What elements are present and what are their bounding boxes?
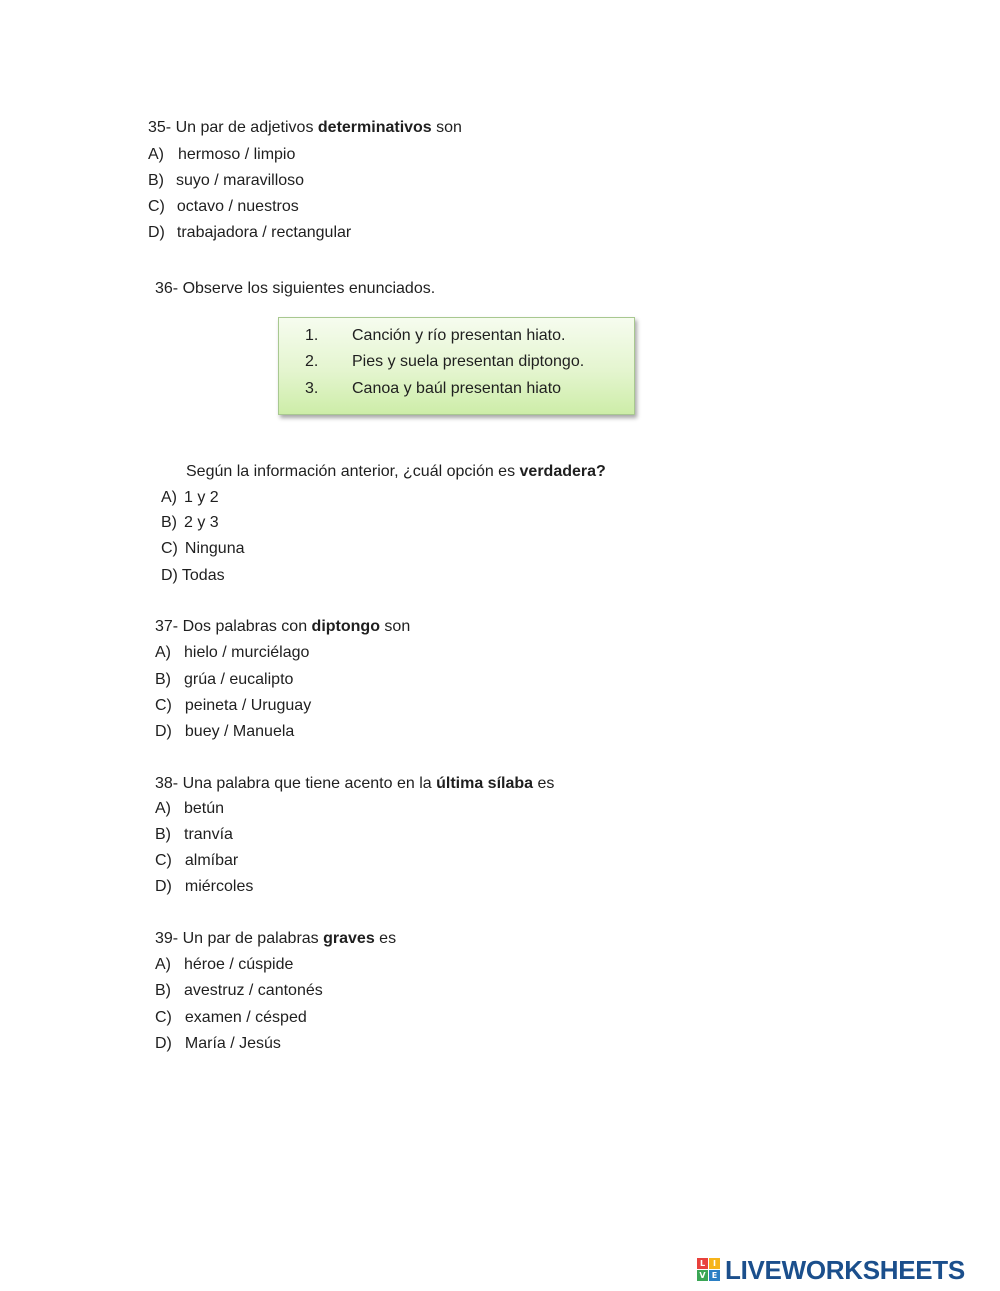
q37-option-text: grúa / eucalipto — [184, 671, 294, 688]
q36-option-text: 1 y 2 — [184, 489, 219, 506]
q35-option-letter: A) — [148, 146, 164, 163]
logo-mark-letter: I — [709, 1258, 720, 1269]
q38-option-letter: B) — [155, 826, 171, 843]
q37-text-bold: diptongo — [311, 618, 380, 635]
q39-text-bold: graves — [323, 930, 375, 947]
logo-mark-letter: E — [709, 1270, 720, 1281]
q38-text-before: Una palabra que tiene acento en la — [182, 775, 432, 792]
q39-option-letter: A) — [155, 956, 171, 973]
q39-option-letter: B) — [155, 982, 171, 999]
q36-number: 36- — [155, 280, 179, 297]
q37-option-text: hielo / murciélago — [184, 644, 310, 661]
q37-option-text: buey / Manuela — [184, 723, 295, 740]
q39-option-a[interactable] — [155, 955, 293, 975]
q35-option-letter: B) — [148, 172, 164, 189]
statement-text: Canoa y baúl presentan hiato — [352, 380, 562, 397]
q36-prompt-text: Según la información anterior, ¿cuál opción es — [186, 463, 516, 480]
statement-text: Canción y río presentan hiato. — [352, 327, 566, 344]
q36-option-c[interactable] — [161, 539, 245, 559]
q35-option-text: trabajadora / rectangular — [176, 224, 352, 241]
q36-heading — [155, 279, 435, 299]
statement-text: Pies y suela presentan diptongo. — [352, 353, 585, 370]
q36-option-b[interactable] — [161, 513, 219, 533]
q37-option-c[interactable] — [155, 696, 311, 716]
q35-number: 35- — [148, 119, 172, 136]
q37-option-text: peineta / Uruguay — [184, 697, 312, 714]
q36-option-letter: D) — [161, 567, 178, 584]
q39-option-text: María / Jesús — [184, 1035, 281, 1052]
q35-option-b[interactable] — [148, 171, 304, 191]
logo-mark-letter: L — [697, 1258, 708, 1269]
q36-prompt-bold: verdadera? — [519, 463, 606, 480]
q39-option-letter: D) — [155, 1035, 172, 1052]
q35-option-text: octavo / nuestros — [176, 198, 299, 215]
q36-text: Observe los siguientes enunciados. — [182, 280, 436, 297]
q38-option-letter: C) — [155, 852, 172, 869]
q37-option-letter: A) — [155, 644, 171, 661]
q37-option-letter: C) — [155, 697, 172, 714]
q38-number: 38- — [155, 775, 179, 792]
q37-number: 37- — [155, 618, 179, 635]
liveworksheets-logo[interactable] — [697, 1256, 993, 1284]
q36-option-text: 2 y 3 — [184, 514, 219, 531]
q35-option-text: hermoso / limpio — [178, 146, 296, 163]
q39-option-c[interactable] — [155, 1008, 307, 1028]
q39-option-text: avestruz / cantonés — [184, 982, 323, 999]
q36-option-text: Todas — [181, 567, 225, 584]
statement-number: 1. — [305, 327, 319, 344]
q35-option-letter: C) — [148, 198, 165, 215]
q36-prompt — [186, 462, 606, 482]
q37-text-before: Dos palabras con — [182, 618, 308, 635]
q38-option-a[interactable] — [155, 799, 224, 819]
statements-box — [278, 317, 635, 415]
q35-text-before: Un par de adjetivos — [175, 119, 314, 136]
q35-option-c[interactable] — [148, 197, 299, 217]
q35-text-bold: determinativos — [317, 119, 432, 136]
q35-option-text: suyo / maravilloso — [176, 172, 305, 189]
q38-option-text: betún — [184, 800, 225, 817]
q39-option-text: examen / césped — [184, 1009, 307, 1026]
q39-option-b[interactable] — [155, 981, 323, 1001]
q38-option-text: miércoles — [184, 878, 254, 895]
q38-heading — [155, 774, 554, 794]
q38-option-b[interactable] — [155, 825, 233, 845]
q38-option-text: almíbar — [184, 852, 239, 869]
q39-option-d[interactable] — [155, 1034, 281, 1054]
q39-heading — [155, 929, 396, 949]
q37-text-after: son — [384, 618, 411, 635]
q35-option-a[interactable] — [148, 145, 295, 165]
q38-option-letter: D) — [155, 878, 172, 895]
q36-option-text: Ninguna — [184, 540, 245, 557]
q36-option-letter: B) — [161, 514, 177, 531]
q36-option-a[interactable] — [161, 488, 219, 508]
q35-option-letter: D) — [148, 224, 165, 241]
q35-text-after: son — [436, 119, 462, 136]
q38-option-d[interactable] — [155, 877, 253, 897]
q37-option-letter: D) — [155, 723, 172, 740]
liveworksheets-mark-icon — [697, 1258, 723, 1282]
q37-option-b[interactable] — [155, 670, 293, 690]
statement-number: 2. — [305, 353, 319, 370]
q39-text-after: es — [379, 930, 397, 947]
q37-option-a[interactable] — [155, 643, 309, 663]
q35-option-d[interactable] — [148, 223, 351, 243]
q36-option-d[interactable] — [161, 566, 225, 586]
liveworksheets-wordmark: LIVEWORKSHEETS — [725, 1255, 965, 1285]
q37-option-letter: B) — [155, 671, 171, 688]
q36-option-letter: C) — [161, 540, 178, 557]
q38-text-bold: última sílaba — [436, 775, 534, 792]
q35-heading — [148, 118, 462, 138]
q37-option-d[interactable] — [155, 722, 294, 742]
statement-number: 3. — [305, 380, 319, 397]
q39-number: 39- — [155, 930, 179, 947]
q37-heading — [155, 617, 410, 637]
logo-mark-letter: V — [697, 1270, 708, 1281]
q39-option-text: héroe / cúspide — [184, 956, 294, 973]
q38-option-c[interactable] — [155, 851, 238, 871]
q39-option-letter: C) — [155, 1009, 172, 1026]
q38-option-text: tranvía — [184, 826, 233, 843]
q36-option-letter: A) — [161, 489, 177, 506]
q38-text-after: es — [537, 775, 555, 792]
q38-option-letter: A) — [155, 800, 171, 817]
q39-text-before: Un par de palabras — [182, 930, 319, 947]
